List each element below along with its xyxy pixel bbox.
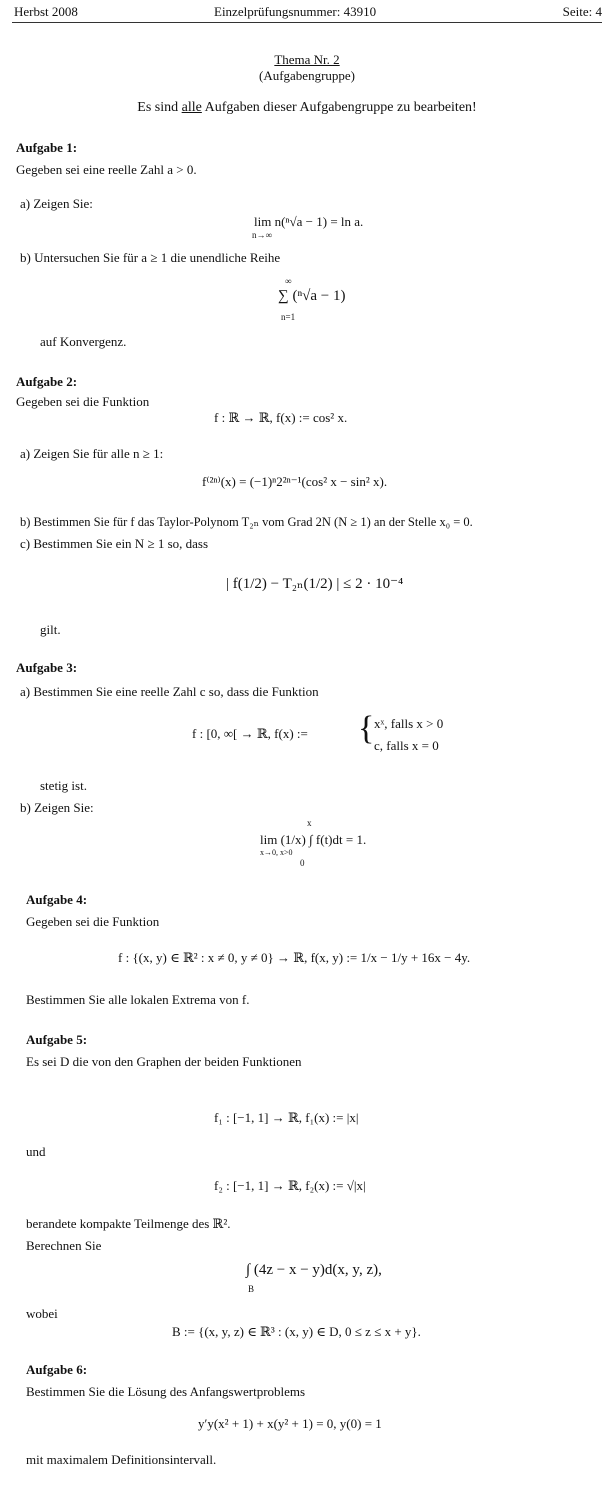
a5-compute: Berechnen Sie bbox=[26, 1238, 102, 1253]
a3-a-after: stetig ist. bbox=[40, 778, 87, 793]
a1-b-after: auf Konvergenz. bbox=[40, 334, 127, 349]
a4-task: Bestimmen Sie alle lokalen Extrema von f. bbox=[26, 992, 250, 1007]
a1-b-top: ∞ bbox=[285, 276, 292, 286]
header-rule bbox=[12, 22, 602, 23]
a1-intro: Gegeben sei eine reelle Zahl a > 0. bbox=[16, 162, 197, 177]
a4-intro: Gegeben sei die Funktion bbox=[26, 914, 160, 929]
a1-b-formula: ∑ (ⁿ√a − 1) bbox=[278, 288, 346, 304]
a5-integral: ∫ (4z − x − y)d(x, y, z), bbox=[246, 1262, 382, 1278]
a2-c-formula: | f(1/2) − T₂ₙ(1/2) | ≤ 2 · 10⁻⁴ bbox=[226, 576, 404, 592]
a1-a-label: a) Zeigen Sie: bbox=[20, 196, 93, 211]
theme-title: Thema Nr. 2 bbox=[274, 52, 340, 67]
a3-case1: xˣ, falls x > 0 bbox=[374, 716, 444, 731]
a6-ode: y′y(x² + 1) + x(y² + 1) = 0, y(0) = 1 bbox=[198, 1416, 382, 1431]
a1-a-sub: n→∞ bbox=[252, 230, 272, 240]
a3-a-label: a) Bestimmen Sie eine reelle Zahl c so, dass die Funktion bbox=[20, 684, 319, 699]
a3-brace: { bbox=[358, 710, 375, 747]
a2-heading: Aufgabe 2: bbox=[16, 374, 78, 389]
a3-int-bottom: 0 bbox=[300, 858, 305, 868]
a2-c-after: gilt. bbox=[40, 622, 61, 637]
a2-c-label: c) Bestimmen Sie ein N ≥ 1 so, dass bbox=[20, 536, 209, 551]
header-left: Herbst 2008 bbox=[14, 4, 78, 19]
a3-a-func: f : [0, ∞[ → ℝ, f(x) := bbox=[192, 726, 308, 741]
a5-wobei: wobei bbox=[26, 1306, 58, 1321]
a3-int-top: x bbox=[307, 818, 312, 828]
theme-subtitle: (Aufgabengruppe) bbox=[258, 68, 355, 83]
header-right: Seite: 4 bbox=[562, 4, 602, 19]
a2-a-formula: f⁽²ⁿ⁾(x) = (−1)ⁿ2²ⁿ⁻¹(cos² x − sin² x). bbox=[202, 474, 388, 489]
a1-a-formula: lim n(ⁿ√a − 1) = ln a. bbox=[254, 214, 364, 229]
theme-instruction: Es sind alle Aufgaben dieser Aufgabengruppe zu bearbeiten! bbox=[137, 100, 477, 115]
a4-heading: Aufgabe 4: bbox=[26, 892, 88, 907]
a3-b-sub: x→0, x>0 bbox=[260, 848, 293, 857]
a4-func: f : {(x, y) ∈ ℝ² : x ≠ 0, y ≠ 0} → ℝ, f(x, y) := 1/x − 1/y + 16x − 4y. bbox=[118, 950, 471, 965]
a5-heading: Aufgabe 5: bbox=[26, 1032, 88, 1047]
a5-und: und bbox=[26, 1144, 46, 1159]
a6-heading: Aufgabe 6: bbox=[26, 1362, 88, 1377]
a2-b-label: b) Bestimmen Sie für f das Taylor-Polynom T₂ₙ vom Grad 2N (N ≥ 1) an der Stelle x₀ = 0. bbox=[20, 515, 473, 529]
a5-int-sub: B bbox=[248, 1284, 255, 1294]
header-center: Einzelprüfungsnummer: 43910 bbox=[214, 4, 377, 19]
a2-a-label: a) Zeigen Sie für alle n ≥ 1: bbox=[20, 446, 164, 461]
a6-intro: Bestimmen Sie die Lösung des Anfangswertproblems bbox=[26, 1384, 306, 1399]
a3-b-label: b) Zeigen Sie: bbox=[20, 800, 94, 815]
a1-heading: Aufgabe 1: bbox=[16, 140, 78, 155]
a5-bdef: B := {(x, y, z) ∈ ℝ³ : (x, y) ∈ D, 0 ≤ z ≤ x + y}. bbox=[172, 1324, 421, 1339]
a1-b-label: b) Untersuchen Sie für a ≥ 1 die unendliche Reihe bbox=[20, 250, 281, 265]
a5-f2: f₂ : [−1, 1] → ℝ, f₂(x) := √|x| bbox=[214, 1178, 366, 1193]
a3-heading: Aufgabe 3: bbox=[16, 660, 78, 675]
a5-intro: Es sei D die von den Graphen der beiden Funktionen bbox=[26, 1054, 302, 1069]
a6-after: mit maximalem Definitionsintervall. bbox=[26, 1452, 217, 1467]
a2-func: f : ℝ → ℝ, f(x) := cos² x. bbox=[214, 410, 348, 425]
a5-f1: f₁ : [−1, 1] → ℝ, f₁(x) := |x| bbox=[214, 1110, 359, 1125]
a3-case2: c, falls x = 0 bbox=[374, 738, 439, 753]
a1-b-bottom: n=1 bbox=[281, 312, 296, 322]
a3-b-formula: lim (1/x) ∫ f(t)dt = 1. bbox=[260, 832, 367, 847]
a5-after: berandete kompakte Teilmenge des ℝ². bbox=[26, 1216, 231, 1231]
a2-intro: Gegeben sei die Funktion bbox=[16, 394, 150, 409]
